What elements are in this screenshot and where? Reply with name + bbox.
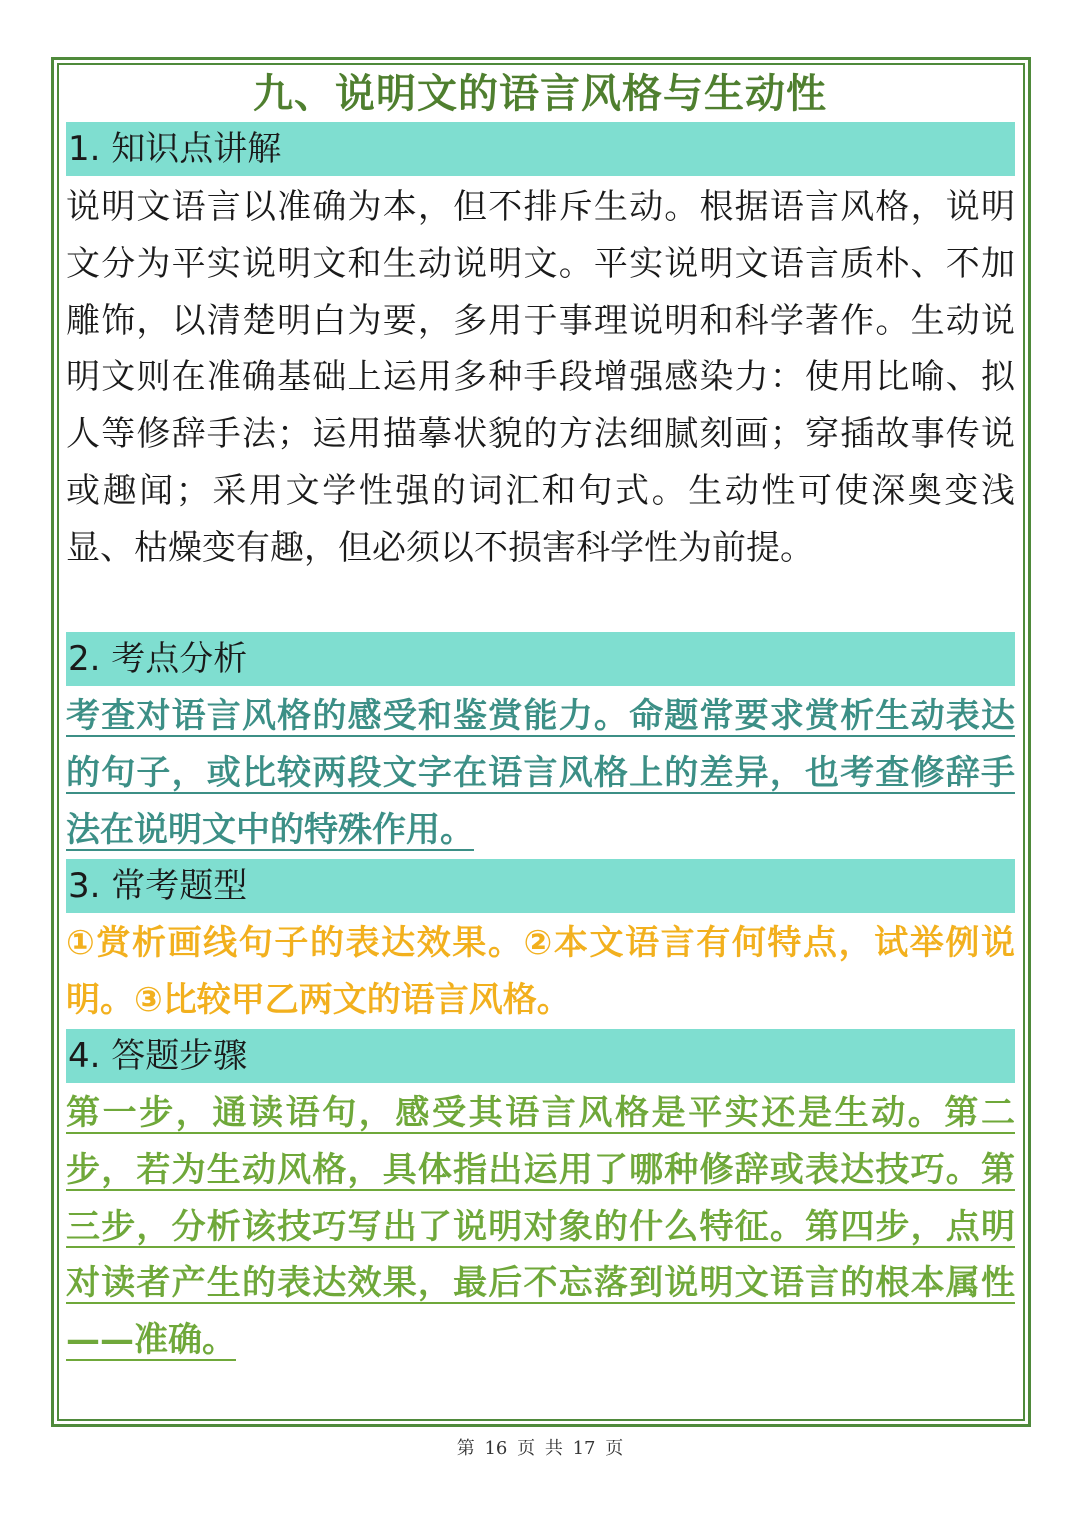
section-text-knowledge: 说明文语言以准确为本，但不排斥生动。根据语言风格，说明文分为平实说明文和生动说明文。平实说明文语言质朴、不加雕饰，以清楚明白为要，多用于事理说明和科学著作。生动说明文则在准确基础上运用多种手段增强感染力：使用比喻、拟人等修辞手法；运用描摹状貌的方法细腻刻画；穿插故事传说或趣闻；采用文学性强的词汇和句式。生动性可使深奥变浅显、枯燥变有趣，但必须以不损害科学性为前提。 xyxy=(66,187,1015,568)
page-number-footer xyxy=(0,1436,1080,1462)
section-text-analysis: 考查对语言风格的感受和鉴赏能力。命题常要求赏析生动表达的句子，或比较两段文字在语言风格上的差异，也考查修辞手法在说明文中的特殊作用。 xyxy=(66,696,1015,850)
section-heading-analysis: 2. 考点分析 xyxy=(66,632,1015,686)
section-text-answer-steps: 第一步，通读语句，感受其语言风格是平实还是生动。第二步，若为生动风格，具体指出运用了哪种修辞或表达技巧。第三步，分析该技巧写出了说明对象的什么特征。第四步，点明对读者产生的表达效果，最后不忘落到说明文语言的根本属性——准确。 xyxy=(66,1093,1015,1361)
section-heading-question-types: 3. 常考题型 xyxy=(66,859,1015,913)
section-text-question-types: ①赏析画线句子的表达效果。②本文语言有何特点，试举例说明。③比较甲乙两文的语言风格。 xyxy=(66,923,1015,1020)
page-title: 九、说明文的语言风格与生动性 xyxy=(253,71,827,117)
section-heading-answer-steps: 4. 答题步骤 xyxy=(66,1029,1015,1083)
footer-total-pages: 17 xyxy=(572,1438,596,1459)
footer-middle: 页 共 xyxy=(517,1438,563,1459)
section-heading-knowledge: 1. 知识点讲解 xyxy=(66,122,1015,176)
footer-current-page: 16 xyxy=(484,1438,508,1459)
footer-suffix: 页 xyxy=(605,1438,624,1459)
footer-prefix: 第 xyxy=(456,1438,475,1459)
